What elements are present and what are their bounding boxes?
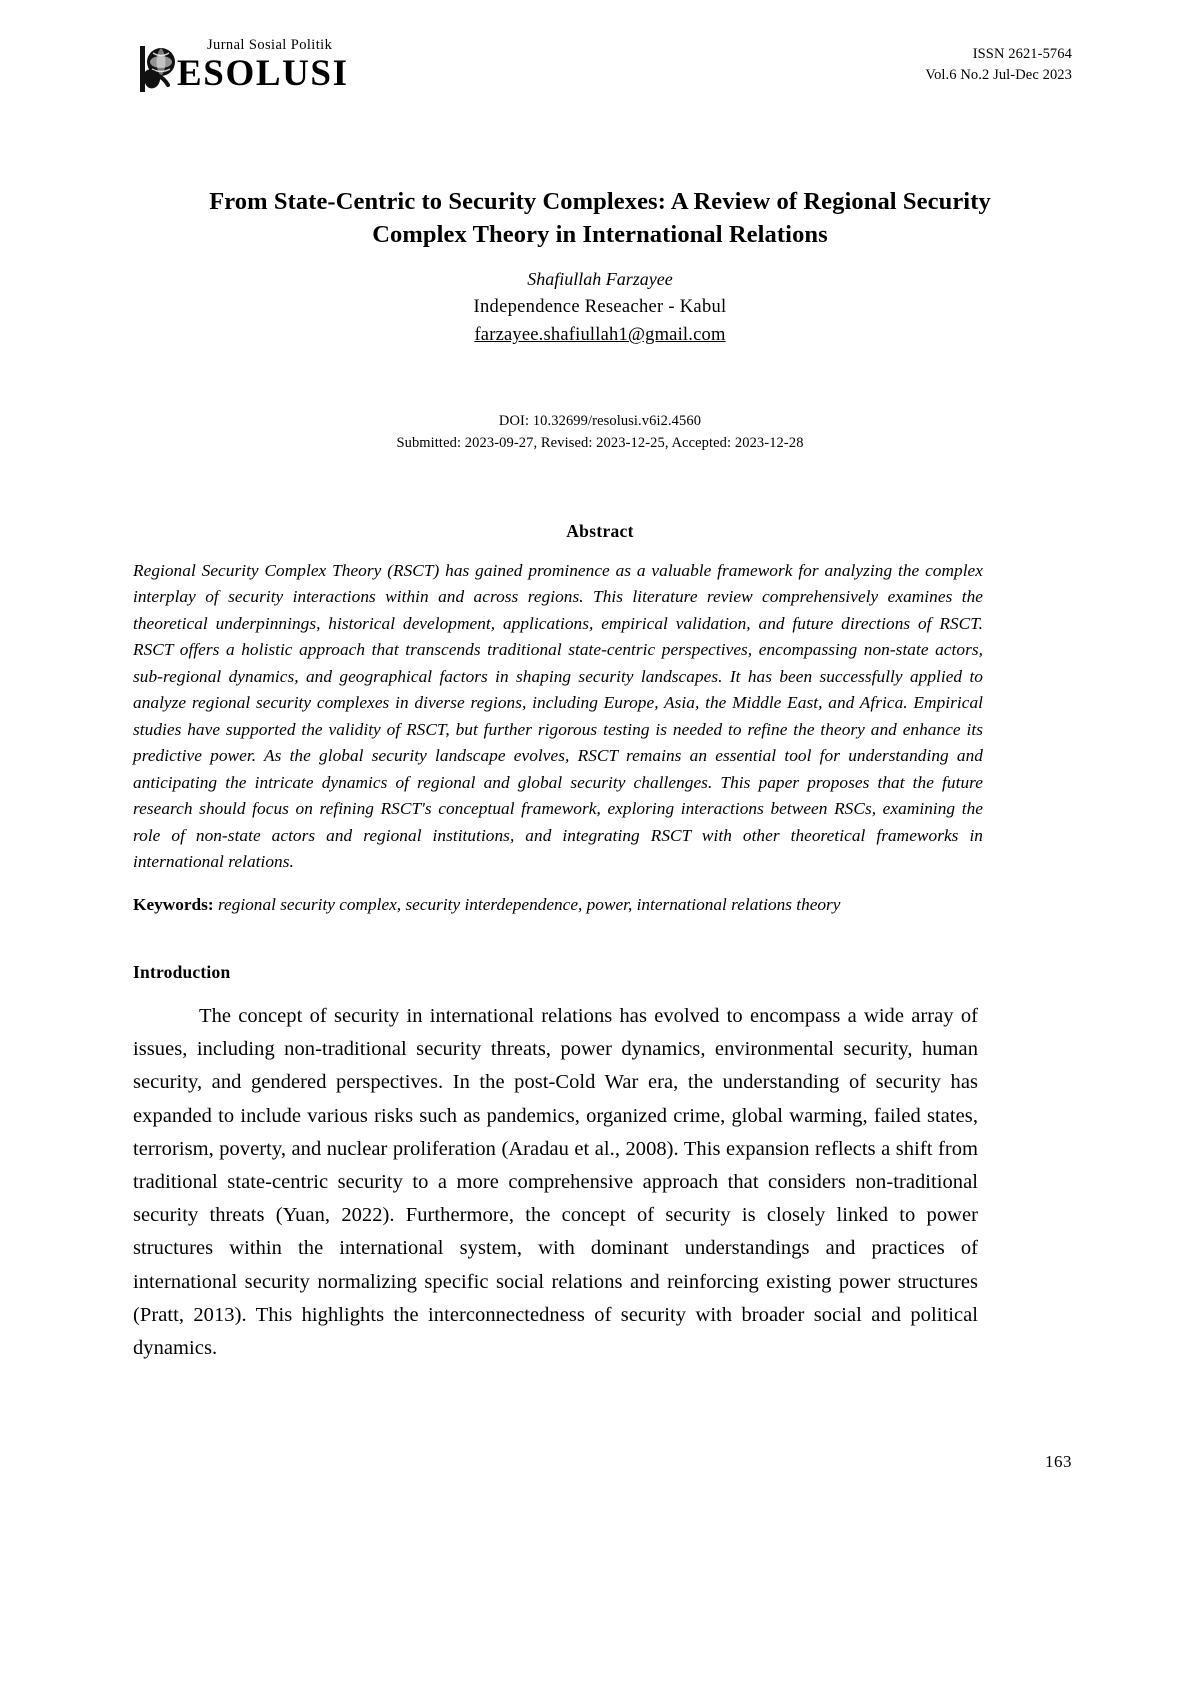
doi-metadata-block (165, 410, 1035, 455)
page-number: 163 (1045, 1452, 1072, 1471)
article-title: From State-Centric to Security Complexes: A Review of Regional Security Complex Theory in International Relations (209, 188, 991, 248)
author-name: Shafiullah Farzayee (527, 269, 673, 290)
title-block (165, 186, 1035, 348)
journal-title: ESOLUSI (177, 52, 349, 94)
journal-masthead (138, 38, 349, 94)
introduction-heading: Introduction (133, 962, 231, 982)
journal-issue-info (925, 44, 1072, 86)
volume-text: Vol.6 No.2 Jul-Dec 2023 (925, 67, 1072, 84)
introduction-body: The concept of security in international relations has evolved to encompass a wide array of issues, including non-traditional security threats, power dynamics, environmental security, human security, and gendered perspectives. In the post-Cold War era, the understanding of security has expanded to include various risks such as pandemics, organized crime, global warming, failed states, terrorism, poverty, and nuclear proliferation (Aradau et al., 2008). This expansion reflects a shift from traditional state-centric security to a more comprehensive approach that considers non-traditional security threats (Yuan, 2022). Furthermore, the concept of security is closely linked to power structures within the international system, with dominant understandings and practices of international security normalizing specific social relations and reinforcing existing power structures (Pratt, 2013). This highlights the interconnectedness of security with broader social and political dynamics. (133, 1005, 978, 1360)
globe-in-hand-icon (138, 42, 182, 94)
page-header (138, 38, 1072, 108)
keywords-label: Keywords: (133, 895, 214, 914)
submission-dates-text: Submitted: 2023-09-27, Revised: 2023-12-25, Accepted: 2023-12-28 (396, 435, 804, 452)
journal-subtitle: Jurnal Sosial Politik (207, 37, 333, 53)
abstract-body: Regional Security Complex Theory (RSCT) has gained prominence as a valuable framework for analyzing the complex interplay of security interactions within and across regions. This literature review comprehensively examines the theoretical underpinnings, historical development, applications, empirical validation, and future directions of RSCT. RSCT offers a holistic approach that transcends traditional state-centric perspectives, encompassing non-state actors, sub-regional dynamics, and geographical factors in shaping security landscapes. It has been successfully applied to analyze regional security complexes in diverse regions, including Europe, Asia, the Middle East, and Africa. Empirical studies have supported the validity of RSCT, but further rigorous testing is needed to refine the theory and enhance its predictive power. As the global security landscape evolves, RSCT remains an essential tool for understanding and anticipating the intricate dynamics of regional and global security challenges. This paper proposes that the future research should focus on refining RSCT's conceptual framework, exploring interactions between RSCs, examining the role of non-state actors and regional institutions, and integrating RSCT with other theoretical frameworks in international relations. (133, 561, 983, 871)
issn-text: ISSN 2621-5764 (972, 46, 1072, 62)
author-email-link[interactable]: farzayee.shafiullah1@gmail.com (474, 325, 726, 346)
doi-text: DOI: 10.32699/resolusi.v6i2.4560 (498, 413, 702, 429)
keywords-line (133, 892, 983, 918)
abstract-heading: Abstract (566, 521, 634, 541)
author-affiliation: Independence Reseacher - Kabul (473, 297, 727, 318)
keywords-text: regional security complex, security interdependence, power, international relations theory (217, 895, 841, 914)
